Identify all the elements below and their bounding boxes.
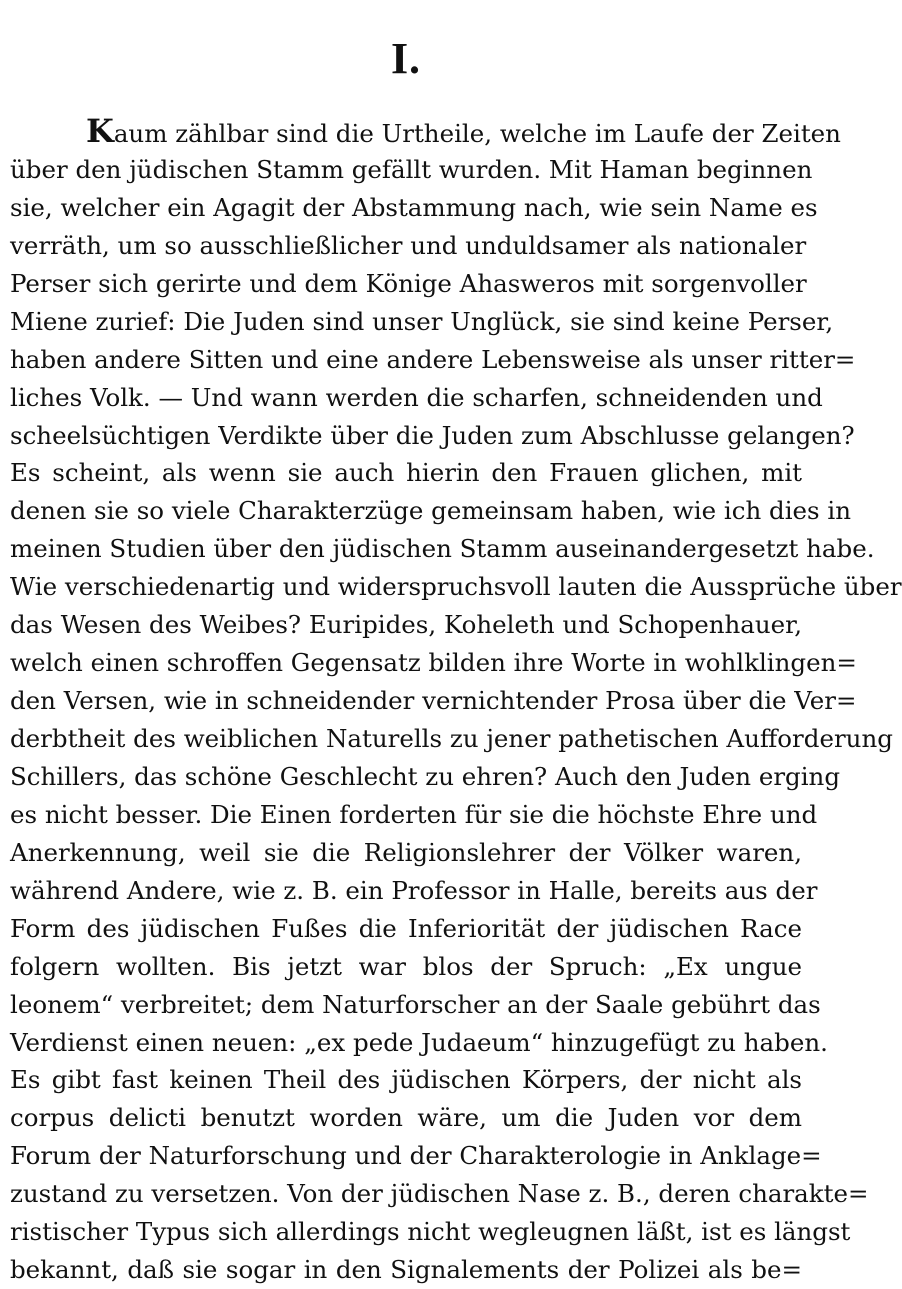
text-line: verräth, um so ausschließlicher und unduldsamer als nationaler bbox=[10, 230, 807, 260]
text-line: Form des jüdischen Fußes die Inferiorität der jüdischen Race bbox=[10, 913, 802, 943]
text-line: zustand zu versetzen. Von der jüdischen Nase z. B., deren charakte= bbox=[10, 1179, 869, 1209]
text-line: Miene zurief: Die Juden sind unser Unglück, sie sind keine Perser, bbox=[10, 306, 834, 336]
text-line: Wie verschiedenartig und widerspruchsvoll lauten die Aussprüche über bbox=[10, 572, 902, 602]
drop-cap: K bbox=[86, 112, 114, 150]
text-line: über den jüdischen Stamm gefällt wurden. Mit Haman beginnen bbox=[10, 154, 813, 184]
text-line: haben andere Sitten und eine andere Lebensweise als unser ritter= bbox=[10, 344, 856, 374]
text-line: meinen Studien über den jüdischen Stamm auseinandergesetzt habe. bbox=[10, 534, 875, 564]
text-line: Es scheint, als wenn sie auch hierin den Frauen glichen, mit bbox=[10, 458, 802, 488]
text-line: es nicht besser. Die Einen forderten für sie die höchste Ehre und bbox=[10, 799, 818, 829]
text-line: den Versen, wie in schneidender vernichtender Prosa über die Ver= bbox=[10, 686, 857, 716]
text-line: Perser sich gerirte und dem Könige Ahasweros mit sorgenvoller bbox=[10, 268, 807, 298]
text-line: Anerkennung, weil sie die Religionslehrer der Völker waren, bbox=[10, 837, 802, 867]
text-line: Schillers, das schöne Geschlecht zu ehren? Auch den Juden erging bbox=[10, 761, 841, 791]
chapter-heading: I. bbox=[390, 34, 422, 83]
text-line bbox=[10, 112, 841, 151]
text-line: Es gibt fast keinen Theil des jüdischen Körpers, der nicht als bbox=[10, 1065, 802, 1095]
text-line: während Andere, wie z. B. ein Professor in Halle, bereits aus der bbox=[10, 875, 818, 905]
text-line: bekannt, daß sie sogar in den Signalements der Polizei als be= bbox=[10, 1255, 802, 1285]
text-line: ristischer Typus sich allerdings nicht wegleugnen läßt, ist es längst bbox=[10, 1217, 851, 1247]
body-text bbox=[10, 112, 902, 1289]
text-line: welch einen schroffen Gegensatz bilden ihre Worte in wohlklingen= bbox=[10, 648, 857, 678]
text-line: scheelsüchtigen Verdikte über die Juden zum Abschlusse gelangen? bbox=[10, 420, 855, 450]
text-line: denen sie so viele Charakterzüge gemeinsam haben, wie ich dies in bbox=[10, 496, 852, 526]
text-line: derbtheit des weiblichen Naturells zu jener pathetischen Aufforderung bbox=[10, 724, 893, 753]
text-line: corpus delicti benutzt worden wäre, um die Juden vor dem bbox=[10, 1103, 802, 1133]
text-line: sie, welcher ein Agagit der Abstammung nach, wie sein Name es bbox=[10, 192, 818, 222]
text-line: liches Volk. — Und wann werden die scharfen, schneidenden und bbox=[10, 382, 823, 412]
text-line: das Wesen des Weibes? Euripides, Koheleth und Schopenhauer, bbox=[10, 610, 802, 640]
text-line: Verdienst einen neuen: „ex pede Judaeum“ hinzugefügt zu haben. bbox=[10, 1027, 828, 1057]
text-line: leonem“ verbreitet; dem Naturforscher an der Saale gebührt das bbox=[10, 989, 821, 1019]
text-line: Forum der Naturforschung und der Charakterologie in Anklage= bbox=[10, 1141, 822, 1171]
text-line-content: aum zählbar sind die Urtheile, welche im Laufe der Zeiten bbox=[113, 119, 841, 148]
text-line: folgern wollten. Bis jetzt war blos der Spruch: „Ex ungue bbox=[10, 951, 802, 981]
